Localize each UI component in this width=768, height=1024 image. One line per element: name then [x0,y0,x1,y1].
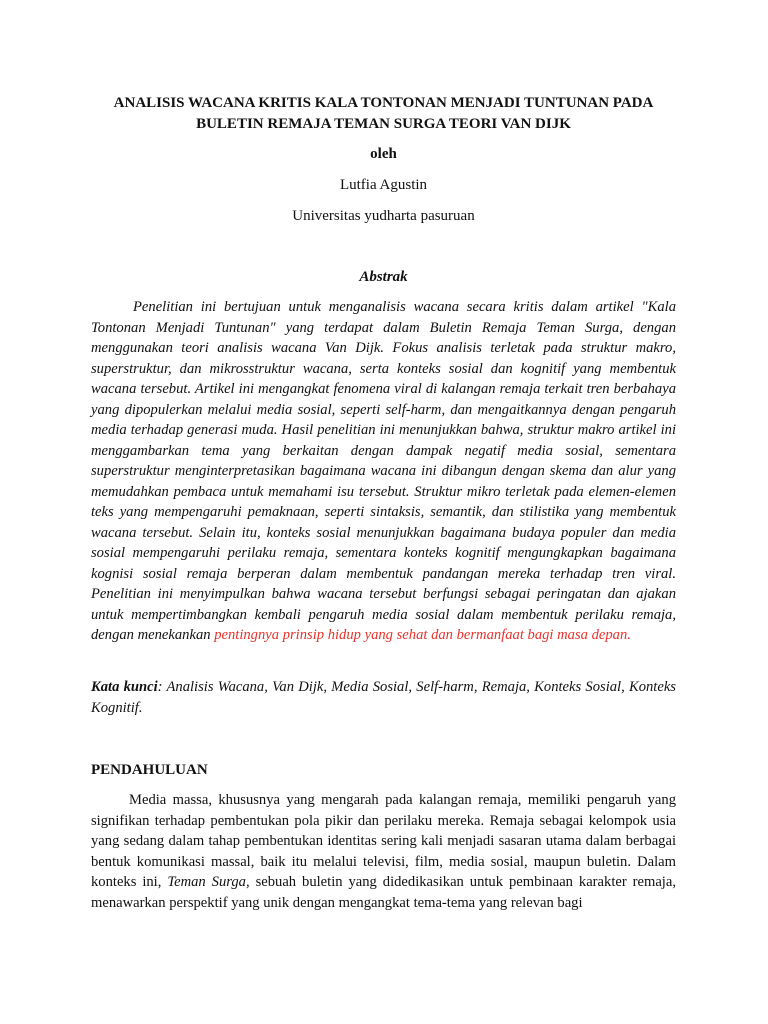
introduction-emphasis: Teman Surga [167,874,246,890]
by-label: oleh [370,146,397,162]
abstract-text: Penelitian ini bertujuan untuk menganalisis wacana secara kritis dalam artikel "Kala Tontonan Menjadi Tuntunan" yang terdapat dalam Buletin Remaja Teman Surga, dengan menggunakan teori analisis wacana Van Dijk. Fokus analisis terletak pada struktur makro, superstruktur, dan mikrosstruktur wacana, serta konteks sosial dan kognitif yang membentuk wacana tersebut. Artikel ini mengangkat fenomena viral di kalangan remaja terkait tren berbahaya yang dipopulerkan melalui media sosial, seperti self-harm, dan mengaitkannya dengan pengaruh media terhadap generasi muda. Hasil penelitian ini menunjukkan bahwa, struktur makro artikel ini menggambarkan tema yang berkaitan dengan dampak negatif media sosial, sementara superstruktur menginterpretasikan bagaimana wacana ini dibangun dengan skema dan alur yang memudahkan pembaca untuk memahami isu tersebut. Struktur mikro terletak pada elemen-elemen teks yang mempengaruhi pemaknaan, seperti sintaksis, semantik, dan stilistika yang membentuk wacana tersebut. Selain itu, konteks sosial menunjukkan bagaimana budaya populer dan media sosial mempengaruhi perilaku remaja, sementara konteks kognitif mengungkapkan bagaimana kognisi sosial remaja berperan dalam membentuk pandangan mereka terhadap tren viral. Penelitian ini menyimpulkan bahwa wacana tersebut berfungsi sebagai peringatan dan ajakan untuk mempertimbangkan kembali pengaruh media sosial dalam membentuk perilaku remaja, dengan menekankan [91,299,676,643]
section-heading-introduction: PENDAHULUAN [91,762,208,778]
author-affiliation: Universitas yudharta pasuruan [292,208,475,224]
introduction-text-after: , sebuah buletin yang didedikasikan untuk pembinaan karakter remaja, menawarkan perspektif yang unik dengan mengangkat tema-tema yang relevan bagi [91,874,676,911]
paper-title: ANALISIS WACANA KRITIS KALA TONTONAN MENJADI TUNTUNAN PADA BULETIN REMAJA TEMAN SURGA TEORI VAN DIJK [113,95,654,132]
abstract-highlighted-text: pentingnya prinsip hidup yang sehat dan bermanfaat bagi masa depan. [214,627,631,643]
keywords-label: Kata kunci [91,679,158,695]
keywords-text: : Analisis Wacana, Van Dijk, Media Sosial, Self-harm, Remaja, Konteks Sosial, Konteks Kognitif. [91,679,676,716]
keywords-paragraph [91,677,676,718]
introduction-paragraph [91,790,676,913]
abstract-paragraph [91,297,676,646]
abstract-heading: Abstrak [359,269,408,285]
introduction-text-before: Media massa, khususnya yang mengarah pada kalangan remaja, memiliki pengaruh yang signifikan terhadap pembentukan pola pikir dan perilaku mereka. Remaja sebagai kelompok usia yang sedang dalam tahap pembentukan identitas sering kali menjadi sasaran utama dalam berbagai bentuk komunikasi massal, baik itu melalui televisi, film, media sosial, maupun buletin. Dalam konteks ini, [91,792,676,890]
author-name: Lutfia Agustin [339,177,428,193]
